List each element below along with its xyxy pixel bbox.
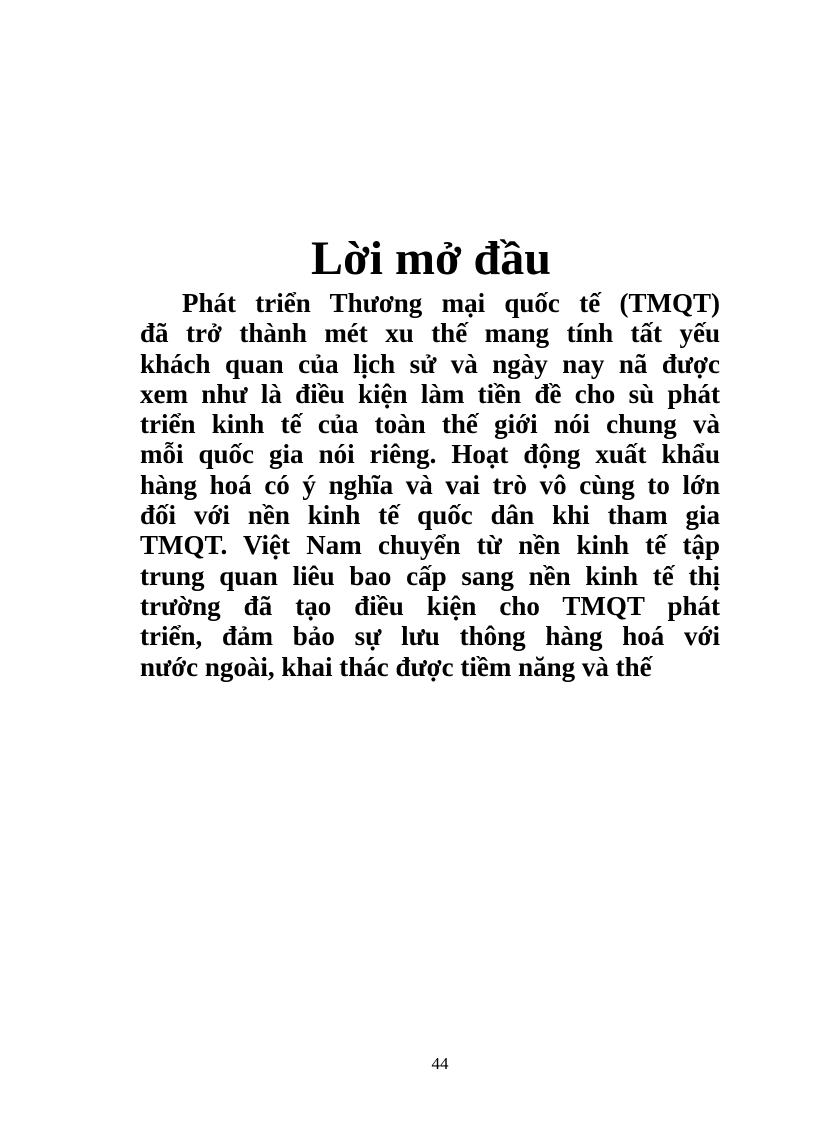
paragraph-line: xem như là điều kiện làm tiền đề cho sù phát: [140, 378, 720, 409]
paragraph-line: hàng hoá có ý nghĩa và vai trò vô cùng to lớn: [140, 469, 720, 500]
paragraph-line: triển kinh tế của toàn thế giới nói chung và: [140, 409, 720, 440]
paragraph-line: TMQT. Việt Nam chuyển từ nền kinh tế tập: [140, 530, 720, 561]
paragraph-line: đã trở thành mét xu thế mang tính tất yếu: [140, 318, 720, 349]
body-paragraph: [140, 288, 720, 682]
paragraph-line: mỗi quốc gia nói riêng. Hoạt động xuất khẩu: [140, 439, 720, 470]
paragraph-line: nước ngoài, khai thác được tiềm năng và thế: [140, 651, 652, 682]
paragraph-line: Phát triển Thương mại quốc tế (TMQT): [182, 288, 720, 318]
paragraph-line: trường đã tạo điều kiện cho TMQT phát: [140, 590, 720, 621]
paragraph-line: triển, đảm bảo sự lưu thông hàng hoá với: [140, 621, 720, 652]
paragraph-line: đối với nền kinh tế quốc dân khi tham gia: [140, 500, 720, 531]
paragraph-line: khách quan của lịch sử và ngày nay nã được: [140, 348, 720, 379]
paragraph-line: trung quan liêu bao cấp sang nền kinh tế thị: [140, 560, 720, 591]
page-number: 44: [431, 1054, 449, 1073]
page-title: Lời mở đầu: [311, 232, 551, 285]
